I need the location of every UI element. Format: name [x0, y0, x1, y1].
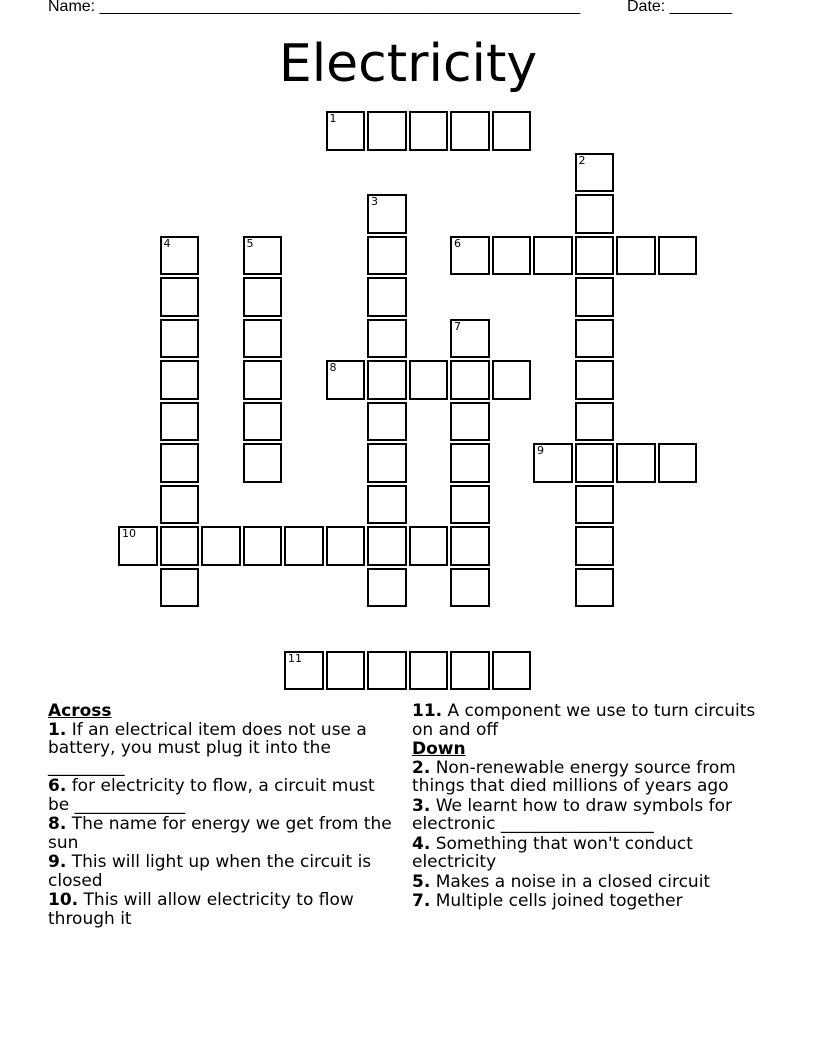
grid-cell[interactable] — [492, 651, 532, 691]
grid-cell[interactable] — [450, 236, 490, 276]
grid-cell[interactable] — [201, 526, 241, 566]
grid-cell[interactable] — [533, 236, 573, 276]
clue-across-10 — [48, 891, 393, 928]
clue-text: We learnt how to draw symbols for electronic __________________ — [412, 795, 732, 834]
grid-cell[interactable] — [243, 526, 283, 566]
grid-cell[interactable] — [450, 319, 490, 359]
clue-across-9 — [48, 853, 393, 890]
cell-number: 9 — [537, 444, 544, 457]
grid-cell[interactable] — [367, 568, 407, 608]
grid-cell[interactable] — [160, 277, 200, 317]
grid-cell[interactable] — [450, 443, 490, 483]
grid-cell[interactable] — [367, 360, 407, 400]
grid-cell[interactable] — [575, 402, 615, 442]
grid-cell[interactable] — [450, 360, 490, 400]
grid-cell[interactable] — [367, 194, 407, 234]
grid-cell[interactable] — [326, 111, 366, 151]
clue-down-4 — [412, 835, 757, 872]
grid-cell[interactable] — [367, 277, 407, 317]
across-clue-list — [48, 721, 393, 929]
grid-cell[interactable] — [367, 651, 407, 691]
grid-cell[interactable] — [367, 526, 407, 566]
clue-down-7 — [412, 892, 757, 911]
grid-cell[interactable] — [243, 319, 283, 359]
grid-cell[interactable] — [326, 360, 366, 400]
clue-across-8 — [48, 815, 393, 852]
grid-cell[interactable] — [409, 651, 449, 691]
clue-number: 4. — [412, 833, 431, 854]
grid-cell[interactable] — [118, 526, 158, 566]
grid-cell[interactable] — [575, 277, 615, 317]
clue-number: 9. — [48, 852, 67, 872]
grid-cell[interactable] — [160, 319, 200, 359]
clue-down-3 — [412, 797, 757, 834]
clue-number: 7. — [412, 891, 431, 911]
clue-down-2 — [412, 759, 757, 796]
grid-cell[interactable] — [243, 443, 283, 483]
cell-number: 1 — [329, 112, 337, 125]
page-title: Electricity — [278, 34, 538, 94]
grid-cell[interactable] — [409, 526, 449, 566]
clue-text: Makes a noise in a closed circuit — [430, 871, 711, 892]
grid-cell[interactable] — [450, 526, 490, 566]
clue-across-1 — [48, 721, 393, 777]
grid-cell[interactable] — [575, 485, 615, 525]
grid-cell[interactable] — [160, 568, 200, 608]
cell-number: 6 — [454, 236, 461, 250]
clues-right-column — [412, 702, 757, 912]
clue-number: 2. — [412, 757, 431, 778]
grid-cell[interactable] — [658, 443, 698, 483]
cell-number: 4 — [163, 236, 171, 250]
clue-text: If an electrical item does not use a battery, you must plug it into the _________ — [48, 719, 367, 777]
cell-number: 5 — [246, 236, 254, 250]
grid-cell[interactable] — [160, 526, 200, 566]
cell-number: 11 — [288, 651, 302, 665]
cell-number: 2 — [578, 153, 586, 167]
grid-cell[interactable] — [367, 443, 407, 483]
clue-text: This will allow electricity to flow through it — [48, 890, 354, 929]
cell-number: 10 — [122, 527, 136, 540]
grid-cell[interactable] — [533, 443, 573, 483]
grid-cell[interactable] — [492, 236, 532, 276]
grid-cell[interactable] — [575, 236, 615, 276]
clue-text: for electricity to flow, a circuit must be _____________ — [48, 776, 375, 815]
grid-cell[interactable] — [326, 526, 366, 566]
name-field: Name: ______________________________________________________ — [48, 0, 581, 15]
cell-number: 8 — [329, 361, 337, 374]
cell-number: 7 — [454, 319, 461, 333]
grid-cell[interactable] — [575, 194, 615, 234]
clue-number: 3. — [412, 795, 431, 816]
clue-number: 1. — [48, 719, 67, 740]
grid-cell[interactable] — [409, 111, 449, 151]
grid-cell[interactable] — [284, 526, 324, 566]
grid-cell[interactable] — [367, 111, 407, 151]
grid-cell[interactable] — [616, 443, 656, 483]
grid-cell[interactable] — [243, 360, 283, 400]
cell-number: 3 — [371, 195, 378, 208]
grid-cell[interactable] — [367, 402, 407, 442]
grid-cell[interactable] — [575, 443, 615, 483]
grid-cell[interactable] — [367, 485, 407, 525]
clue-number: 5. — [412, 871, 431, 892]
grid-cell[interactable] — [243, 236, 283, 276]
clue-text: Non-renewable energy source from things that died millions of years ago — [412, 757, 736, 796]
across-heading: Across — [48, 701, 112, 721]
grid-cell[interactable] — [575, 526, 615, 566]
clue-number: 6. — [48, 776, 67, 796]
clue-text: This will light up when the circuit is closed — [48, 852, 372, 891]
grid-cell[interactable] — [160, 402, 200, 442]
clue-text: Multiple cells joined together — [430, 891, 683, 911]
clue-number: 11. — [412, 701, 443, 721]
clue-text: Something that won't conduct electricity — [412, 833, 693, 872]
clue-number: 8. — [48, 814, 67, 834]
grid-cell[interactable] — [243, 402, 283, 442]
grid-cell[interactable] — [450, 651, 490, 691]
date-field: Date: _______ — [627, 0, 732, 15]
grid-cell[interactable] — [575, 319, 615, 359]
grid-cell[interactable] — [160, 236, 200, 276]
clue-down-5 — [412, 873, 757, 892]
down-heading: Down — [412, 739, 466, 759]
grid-cell[interactable] — [450, 402, 490, 442]
clue-across-6 — [48, 777, 393, 814]
grid-cell[interactable] — [409, 360, 449, 400]
grid-cell[interactable] — [160, 485, 200, 525]
grid-cell[interactable] — [450, 111, 490, 151]
clue-number: 10. — [48, 890, 79, 910]
grid-cell[interactable] — [492, 360, 532, 400]
grid-cell[interactable] — [575, 360, 615, 400]
clue-text: A component we use to turn circuits on and off — [412, 701, 756, 740]
grid-cell[interactable] — [450, 568, 490, 608]
grid-cell[interactable] — [160, 360, 200, 400]
grid-cell[interactable] — [243, 277, 283, 317]
grid-cell[interactable] — [284, 651, 324, 691]
grid-cell[interactable] — [658, 236, 698, 276]
grid-cell[interactable] — [616, 236, 656, 276]
grid-cell[interactable] — [326, 651, 366, 691]
grid-cell[interactable] — [450, 485, 490, 525]
grid-cell[interactable] — [575, 153, 615, 193]
grid-cell[interactable] — [367, 236, 407, 276]
clue-across-11 — [412, 702, 757, 739]
grid-cell[interactable] — [160, 443, 200, 483]
clue-text: The name for energy we get from the sun — [48, 814, 392, 853]
clues-left-column — [48, 702, 393, 929]
grid-cell[interactable] — [367, 319, 407, 359]
grid-cell[interactable] — [575, 568, 615, 608]
grid-cell[interactable] — [492, 111, 532, 151]
